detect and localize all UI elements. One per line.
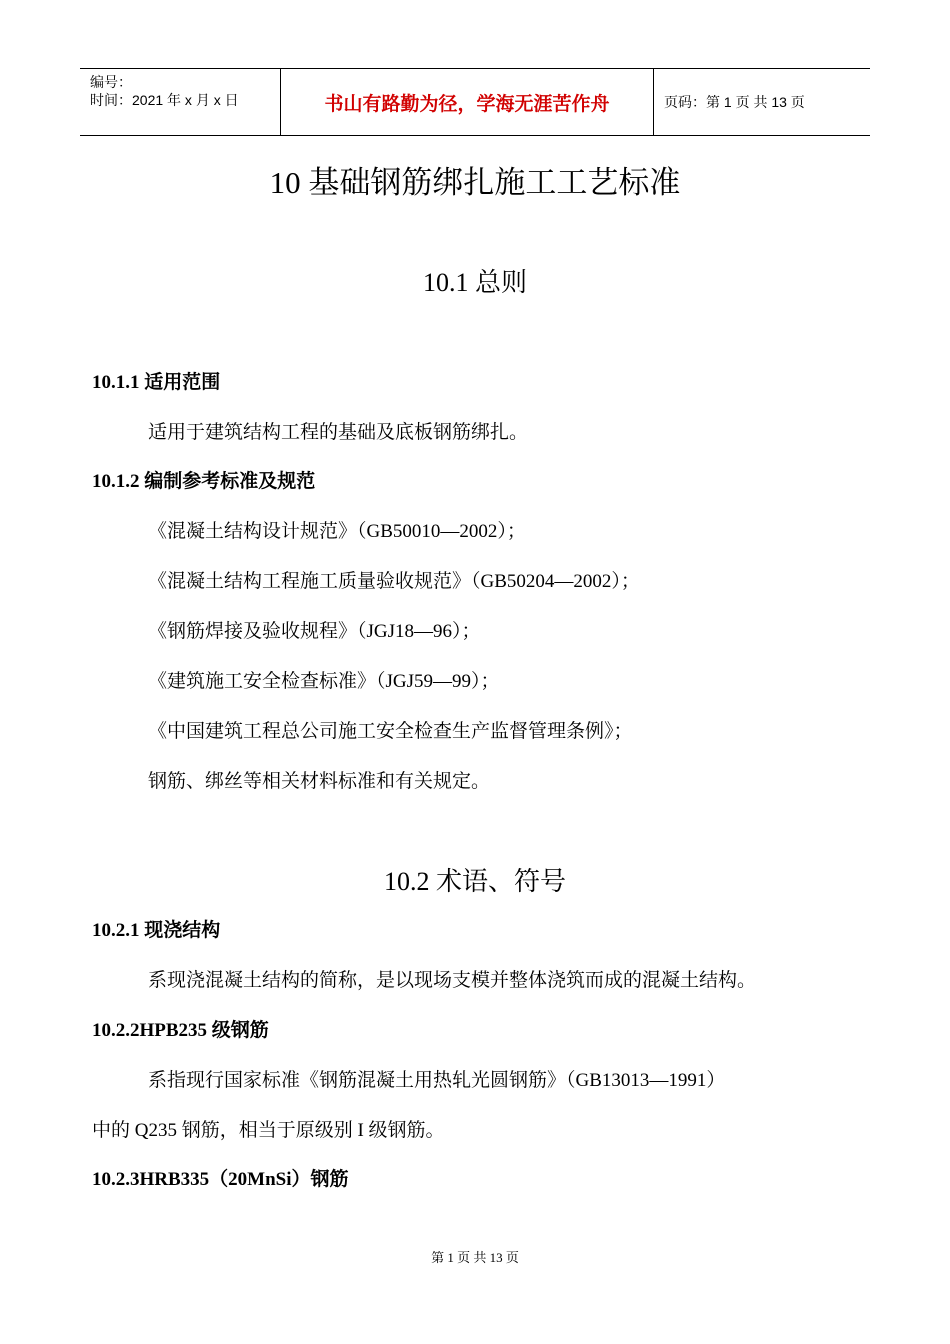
- header-page-info: 页码：第 1 页 共 13 页: [664, 94, 805, 110]
- reference-item: 《钢筋焊接及验收规程》（JGJ18—96）；: [148, 621, 481, 642]
- time-label: 时间：2021 年 x 月 x 日: [90, 92, 239, 108]
- reference-item: 《混凝土结构设计规范》（GB50010—2002）；: [148, 521, 526, 542]
- reference-item: 《混凝土结构工程施工质量验收规范》（GB50204—2002）；: [148, 571, 640, 592]
- section-heading-10-1: 10.1 总则: [422, 268, 527, 297]
- subheading-10-1-2: 10.1.2 编制参考标准及规范: [92, 471, 316, 492]
- subheading-10-2-1: 10.2.1 现浇结构: [92, 920, 221, 941]
- page-footer: 第 1 页 共 13 页: [431, 1250, 519, 1265]
- page-header: [80, 68, 870, 136]
- subheading-10-2-3: 10.2.3HRB335（20MnSi）钢筋: [92, 1169, 349, 1190]
- reference-item: 《中国建筑工程总公司施工安全检查生产监督管理条例》；: [148, 721, 633, 742]
- paragraph-scope: 适用于建筑结构工程的基础及底板钢筋绑扎。: [148, 422, 529, 443]
- header-motto: 书山有路勤为径，学海无涯苦作舟: [281, 69, 654, 135]
- document-title: 10 基础钢筋绑扎施工工艺标准: [269, 165, 681, 200]
- subheading-10-1-1: 10.1.1 适用范围: [92, 372, 221, 393]
- subheading-10-2-2: 10.2.2HPB235 级钢筋: [92, 1020, 269, 1041]
- paragraph-cast-in-place: 系现浇混凝土结构的简称，是以现场支模并整体浇筑而成的混凝土结构。: [148, 970, 757, 991]
- paragraph-hpb235-line2: 中的 Q235 钢筋，相当于原级别 I 级钢筋。: [92, 1120, 445, 1141]
- reference-item: 《建筑施工安全检查标准》（JGJ59—99）；: [148, 671, 500, 692]
- section-heading-10-2: 10.2 术语、符号: [383, 867, 566, 896]
- header-meta: [80, 69, 281, 135]
- number-label: 编号：: [90, 74, 132, 90]
- reference-item: 钢筋、绑丝等相关材料标准和有关规定。: [148, 771, 491, 792]
- paragraph-hpb235-line1: 系指现行国家标准《钢筋混凝土用热轧光圆钢筋》（GB13013—1991）: [148, 1070, 726, 1091]
